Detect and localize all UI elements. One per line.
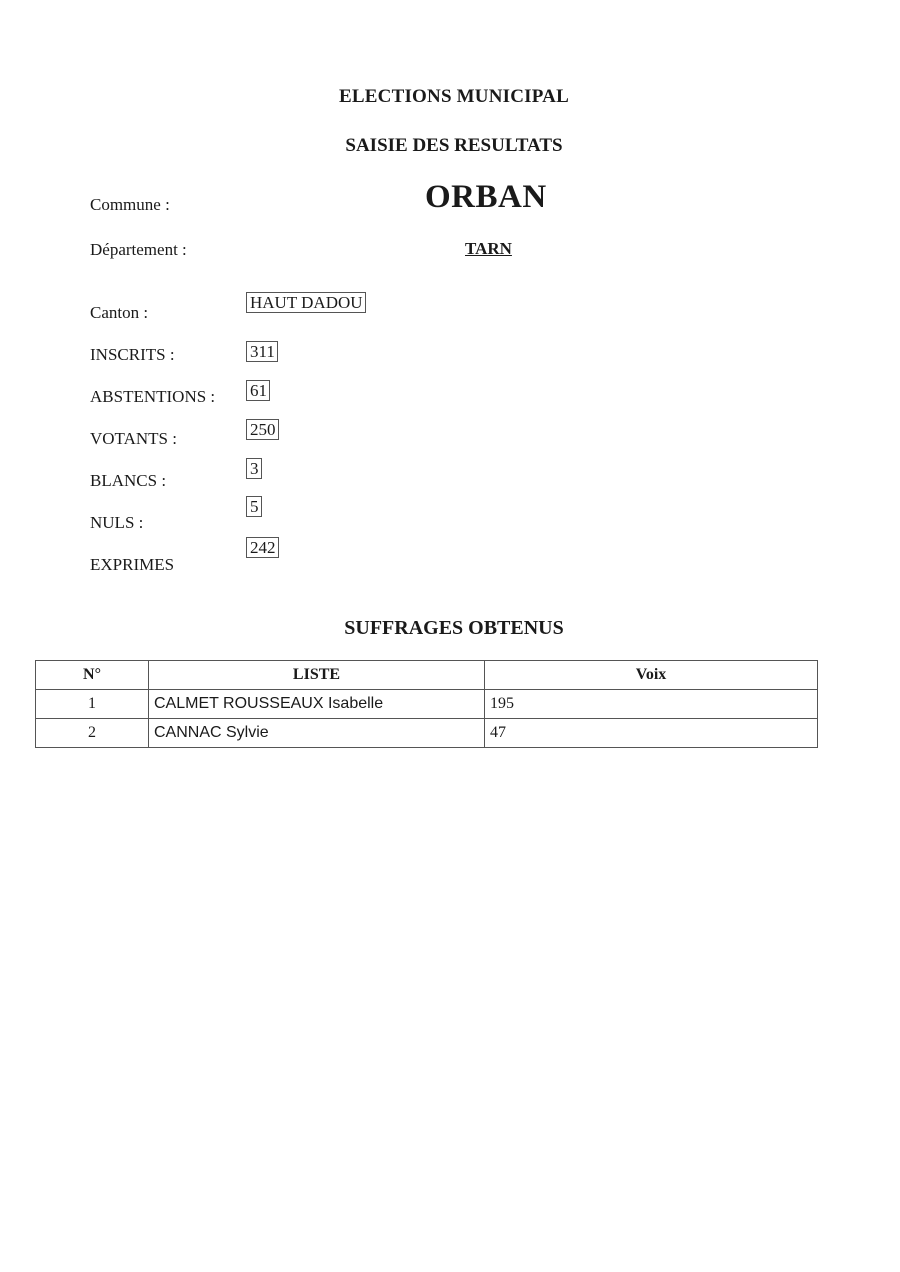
column-header-number: N° [36,661,149,690]
departement-value: TARN [465,239,512,258]
commune-label: Commune : [90,195,170,214]
departement-label: Département : [90,240,187,259]
suffrages-title: SUFFRAGES OBTENUS [344,617,564,639]
table-header-row [36,661,818,690]
canton-value: HAUT DADOU [246,292,366,313]
commune-value: ORBAN [425,179,547,215]
row-voix: 195 [485,690,818,719]
blancs-value: 3 [246,458,262,479]
document-subtitle: SAISIE DES RESULTATS [345,135,563,156]
votants-label: VOTANTS : [90,429,177,448]
document-title: ELECTIONS MUNICIPAL [339,86,569,107]
row-voix: 47 [485,719,818,748]
row-number: 2 [36,719,149,748]
inscrits-label: INSCRITS : [90,345,175,364]
table-row [36,719,818,748]
column-header-voix: Voix [485,661,818,690]
abstentions-label: ABSTENTIONS : [90,387,216,406]
row-number: 1 [36,690,149,719]
row-liste: CANNAC Sylvie [149,719,485,748]
exprimes-value: 242 [246,537,279,558]
table-row [36,690,818,719]
nuls-label: NULS : [90,513,144,532]
exprimes-label: EXPRIMES [90,555,175,574]
inscrits-value: 311 [246,341,278,362]
votants-value: 250 [246,419,279,440]
blancs-label: BLANCS : [90,471,167,490]
canton-label: Canton : [90,303,149,322]
results-table [35,660,818,748]
nuls-value: 5 [246,496,262,517]
column-header-liste: LISTE [149,661,485,690]
abstentions-value: 61 [246,380,270,401]
row-liste: CALMET ROUSSEAUX Isabelle [149,690,485,719]
